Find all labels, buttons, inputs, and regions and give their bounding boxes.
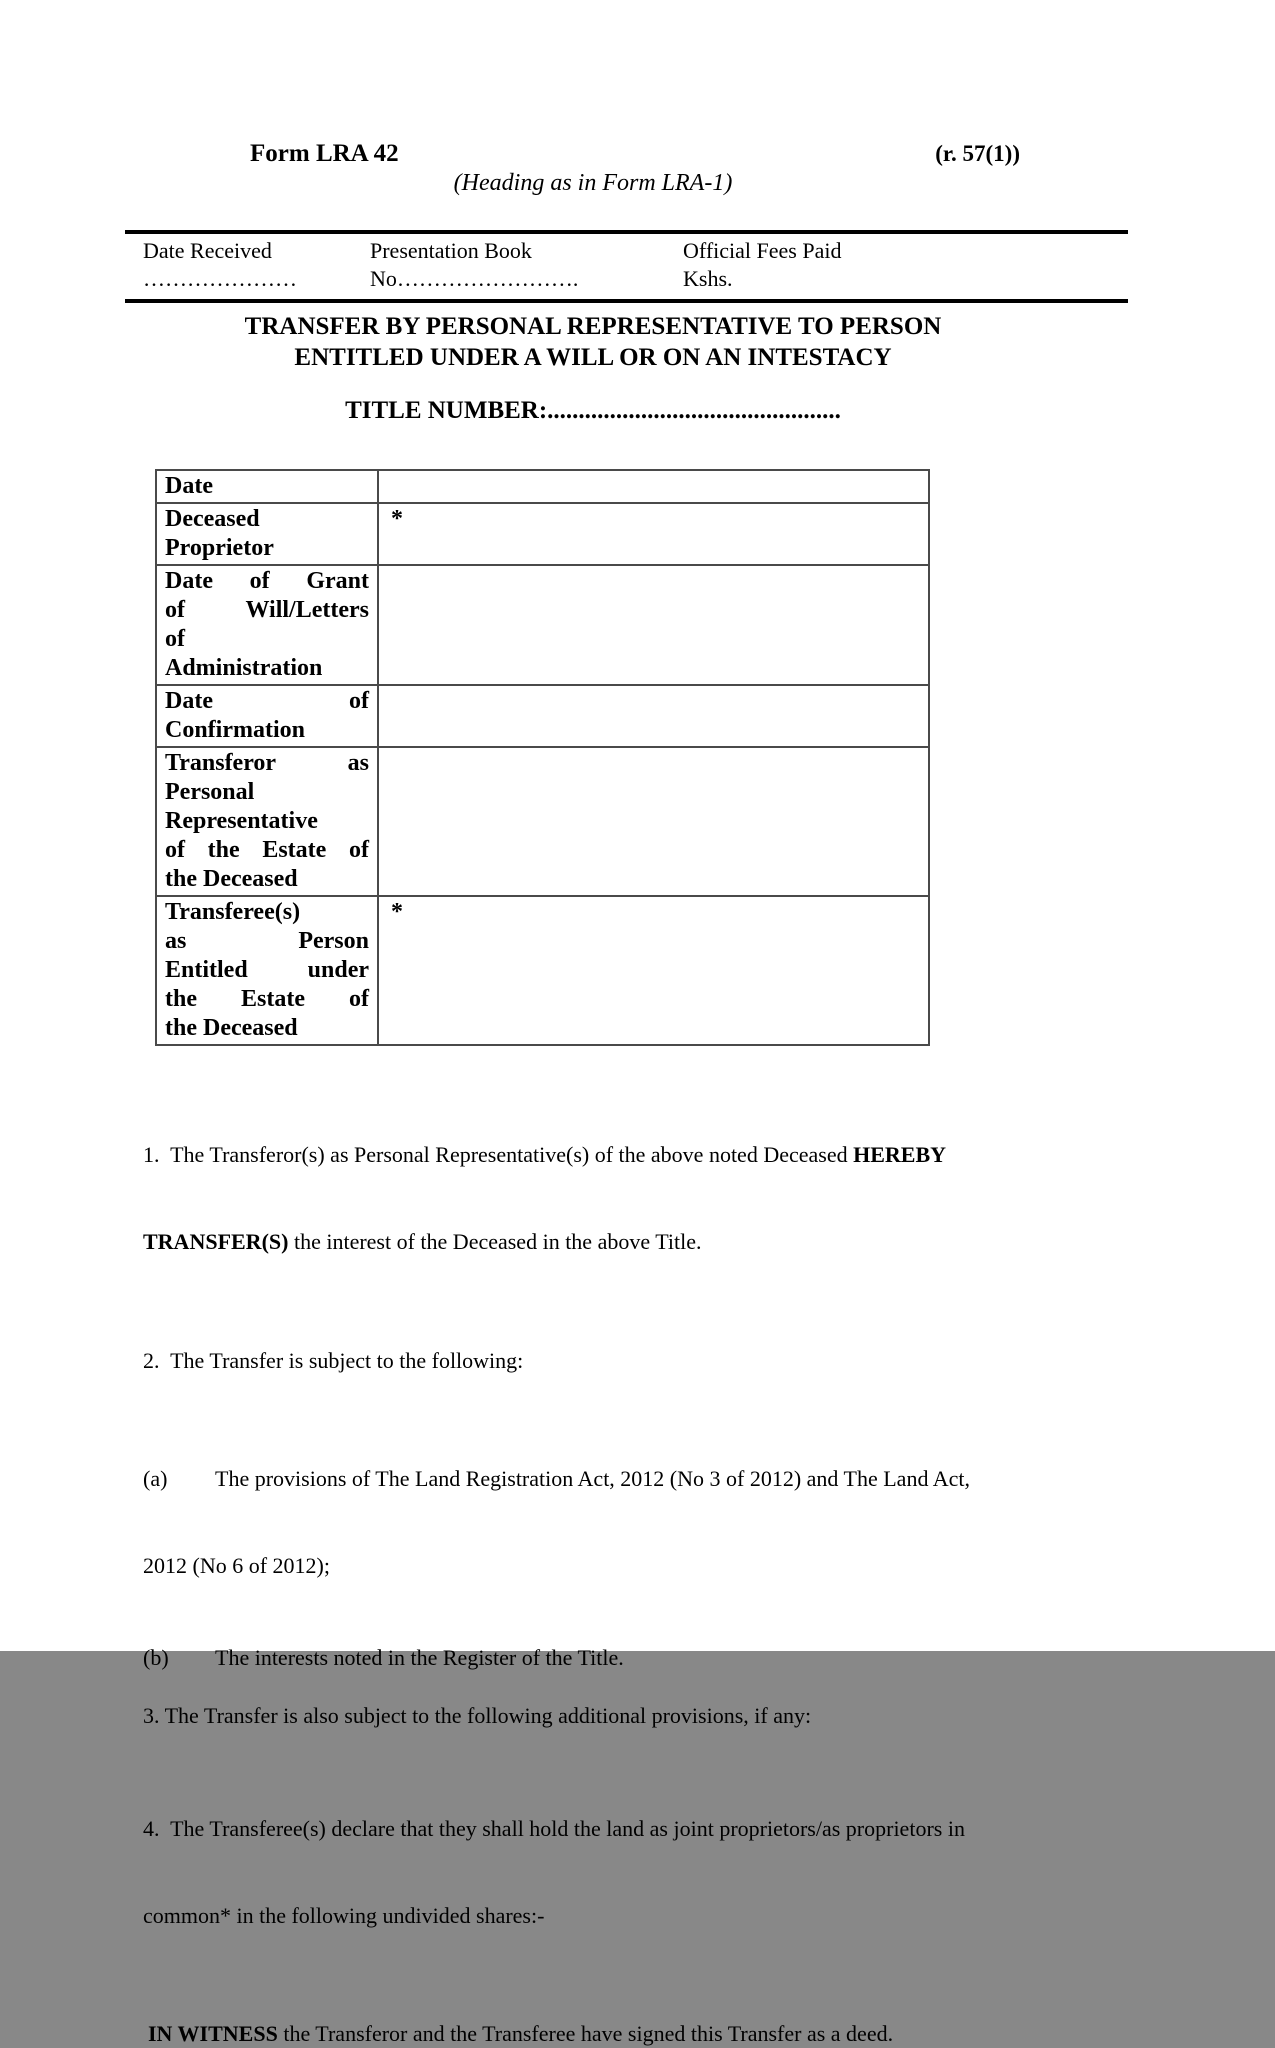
clause-2a xyxy=(143,1406,1132,1638)
date-received-label: Date Received xyxy=(143,238,272,263)
date-received-blank: ………………… xyxy=(143,266,297,291)
row-date-label: Date xyxy=(156,470,378,503)
clause-2b-label: (b) xyxy=(143,1645,169,1670)
presentation-book-label: Presentation Book xyxy=(370,238,532,263)
main-title xyxy=(143,311,1043,373)
row-date-of-grant-value xyxy=(378,565,929,685)
row-transferee-label: Transferee(s) as Person Entitled under the Estate of the Deceased xyxy=(156,896,378,1045)
row-date-of-grant-label: Date of Grant of Will/Letters of Administration xyxy=(156,565,378,685)
row-date-of-confirmation-label: Date of Confirmation xyxy=(156,685,378,747)
clause-1-line2: TRANSFER(S) the interest of the Deceased in the above Title. xyxy=(143,1229,702,1254)
table-row-date xyxy=(156,470,929,503)
table-row-date-of-grant xyxy=(156,565,929,685)
clause-4-line1: 4. The Transferee(s) declare that they shall hold the land as joint proprietors/as proprietors in xyxy=(143,1816,965,1841)
row-transferee-value: * xyxy=(378,896,929,1045)
clause-4-line2: common* in the following undivided shares:- xyxy=(143,1903,545,1928)
table-row-transferee xyxy=(156,896,929,1045)
main-title-line1: TRANSFER BY PERSONAL REPRESENTATIVE TO PERSON xyxy=(244,313,942,340)
table-row-deceased-proprietor xyxy=(156,503,929,565)
hereby-bold: HEREBY xyxy=(853,1142,947,1167)
heading-note: (Heading as in Form LRA-1) xyxy=(453,170,733,196)
header-row xyxy=(143,140,1132,168)
row-deceased-proprietor-label: Deceased Proprietor xyxy=(156,503,378,565)
row-transferor-label: Transferor as Personal Representative of the Estate of the Deceased xyxy=(156,747,378,896)
table-row-transferor xyxy=(156,747,929,896)
table-row-date-of-confirmation xyxy=(156,685,929,747)
clause-2b-text: The interests noted in the Register of the Title. xyxy=(215,1645,624,1670)
official-fees-label: Official Fees Paid xyxy=(683,238,842,263)
official-fees-currency: Kshs. xyxy=(683,266,733,291)
clause-3: 3. The Transfer is also subject to the following additional provisions, if any: xyxy=(143,1703,812,1728)
clause-2a-label: (a) xyxy=(143,1466,168,1491)
clause-1 xyxy=(143,1082,1132,1314)
clause-2: 2. The Transfer is subject to the following: xyxy=(143,1348,524,1373)
row-transferor-value xyxy=(378,747,929,896)
form-code: Form LRA 42 xyxy=(250,140,399,167)
details-table xyxy=(155,469,930,1046)
clause-2a-text-line1: The provisions of The Land Registration Act, 2012 (No 3 of 2012) and The Land Act, xyxy=(215,1466,970,1491)
official-fees-column xyxy=(683,237,1128,293)
main-title-line2: ENTITLED UNDER A WILL OR ON AN INTESTACY xyxy=(294,344,892,371)
presentation-book-blank: No……………………. xyxy=(370,266,579,291)
clause-2b xyxy=(143,1643,1132,1672)
witness-clause: IN WITNESS the Transferor and the Transferee have signed this Transfer as a deed. xyxy=(148,2021,894,2046)
clause-2a-text-line2: 2012 (No 6 of 2012); xyxy=(143,1553,330,1578)
title-number: TITLE NUMBER:............................................... xyxy=(345,397,841,424)
clause-1-line1: 1. The Transferor(s) as Personal Representative(s) of the above noted Deceased HEREBY xyxy=(143,1142,947,1167)
fees-header-table xyxy=(125,230,1128,303)
transfers-bold: TRANSFER(S) xyxy=(143,1229,289,1254)
date-received-column xyxy=(143,237,370,293)
row-deceased-proprietor-value: * xyxy=(378,503,929,565)
presentation-book-column xyxy=(370,237,683,293)
row-date-value xyxy=(378,470,929,503)
clause-4 xyxy=(143,1756,1132,1988)
row-date-of-confirmation-value xyxy=(378,685,929,747)
rule-reference: (r. 57(1)) xyxy=(935,141,1020,166)
in-witness-bold: IN WITNESS xyxy=(148,2021,278,2046)
